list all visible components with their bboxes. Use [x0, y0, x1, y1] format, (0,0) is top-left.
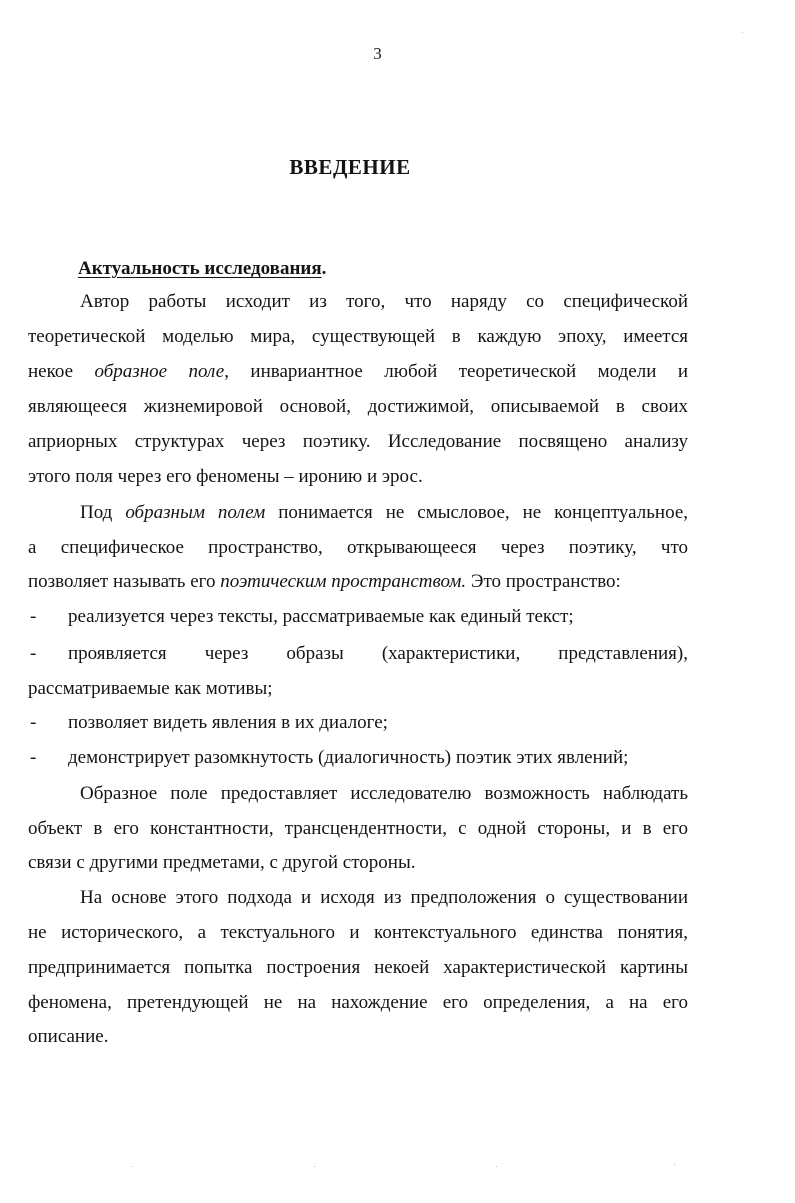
list-item-4: демонстрирует разомкнутость (диалогичность) поэтик этих явлений;	[68, 747, 629, 768]
section-heading: ВВЕДЕНИЕ	[289, 155, 411, 179]
paragraph2-line3	[28, 568, 688, 596]
list-dash: -	[30, 747, 37, 768]
subheading-text: Актуальность исследования	[78, 258, 322, 279]
text-run: некое	[28, 361, 95, 382]
list-dash: -	[30, 643, 37, 664]
list-dash: -	[30, 606, 37, 627]
italic-term: образное поле	[94, 361, 225, 382]
list-item-1: реализуется через тексты, рассматриваемые как единый текст;	[68, 606, 574, 627]
list-item-3: позволяет видеть явления в их диалоге;	[68, 712, 388, 733]
paragraph4-line1: На основе этого подхода и исходя из предположения о существовании	[80, 887, 688, 908]
paragraph1-line6: этого поля через его феномены – иронию и эрос.	[28, 466, 423, 487]
paragraph2-line2: а специфическое пространство, открывающееся через поэтику, что	[28, 537, 688, 558]
page-number: 3	[373, 44, 382, 63]
subheading	[78, 258, 326, 280]
scan-speck	[674, 1164, 675, 1165]
text-run: Под	[80, 502, 126, 523]
paragraph4-line2: не исторического, а текстуального и контекстуального единства понятия,	[28, 922, 688, 943]
paragraph2-line1	[80, 499, 688, 527]
paragraph1-line5: априорных структурах через поэтику. Исследование посвящено анализу	[28, 431, 688, 452]
text-run: позволяет называть его	[28, 571, 221, 592]
italic-term: поэтическим пространством.	[220, 571, 467, 592]
paragraph1-line1: Автор работы исходит из того, что наряду со специфической	[80, 291, 688, 312]
list-item-2-continuation: рассматриваемые как мотивы;	[28, 678, 273, 699]
paragraph4-line4: феномена, претендующей не на нахождение его определения, а на его	[28, 992, 688, 1013]
subheading-suffix: .	[321, 258, 327, 279]
text-run: Это пространство:	[466, 571, 621, 592]
scan-speck	[496, 1166, 497, 1167]
list-item-2: проявляется через образы (характеристики, представления),	[68, 643, 688, 664]
list-dash: -	[30, 712, 37, 733]
paragraph1-line3	[28, 358, 688, 386]
paragraph1-line4: являющееся жизнемировой основой, достижимой, описываемой в своих	[28, 396, 688, 417]
paragraph3-line1: Образное поле предоставляет исследователю возможность наблюдать	[80, 783, 688, 804]
scan-speck	[132, 1166, 133, 1167]
paragraph4-line3: предпринимается попытка построения некоей характеристической картины	[28, 957, 688, 978]
paragraph3-line3: связи с другими предметами, с другой стороны.	[28, 852, 416, 873]
paragraph1-line2: теоретической моделью мира, существующей в каждую эпоху, имеется	[28, 326, 688, 347]
scan-speck	[314, 1166, 315, 1167]
paragraph3-line2: объект в его константности, трансцендентности, с одной стороны, и в его	[28, 818, 688, 839]
text-run: понимается не смысловое, не концептуальное,	[265, 502, 689, 523]
scan-speck	[742, 32, 743, 33]
italic-term: образным полем	[125, 502, 266, 523]
paragraph4-line5: описание.	[28, 1026, 109, 1047]
text-run: , инвариантное любой теоретической модели и	[224, 361, 688, 382]
